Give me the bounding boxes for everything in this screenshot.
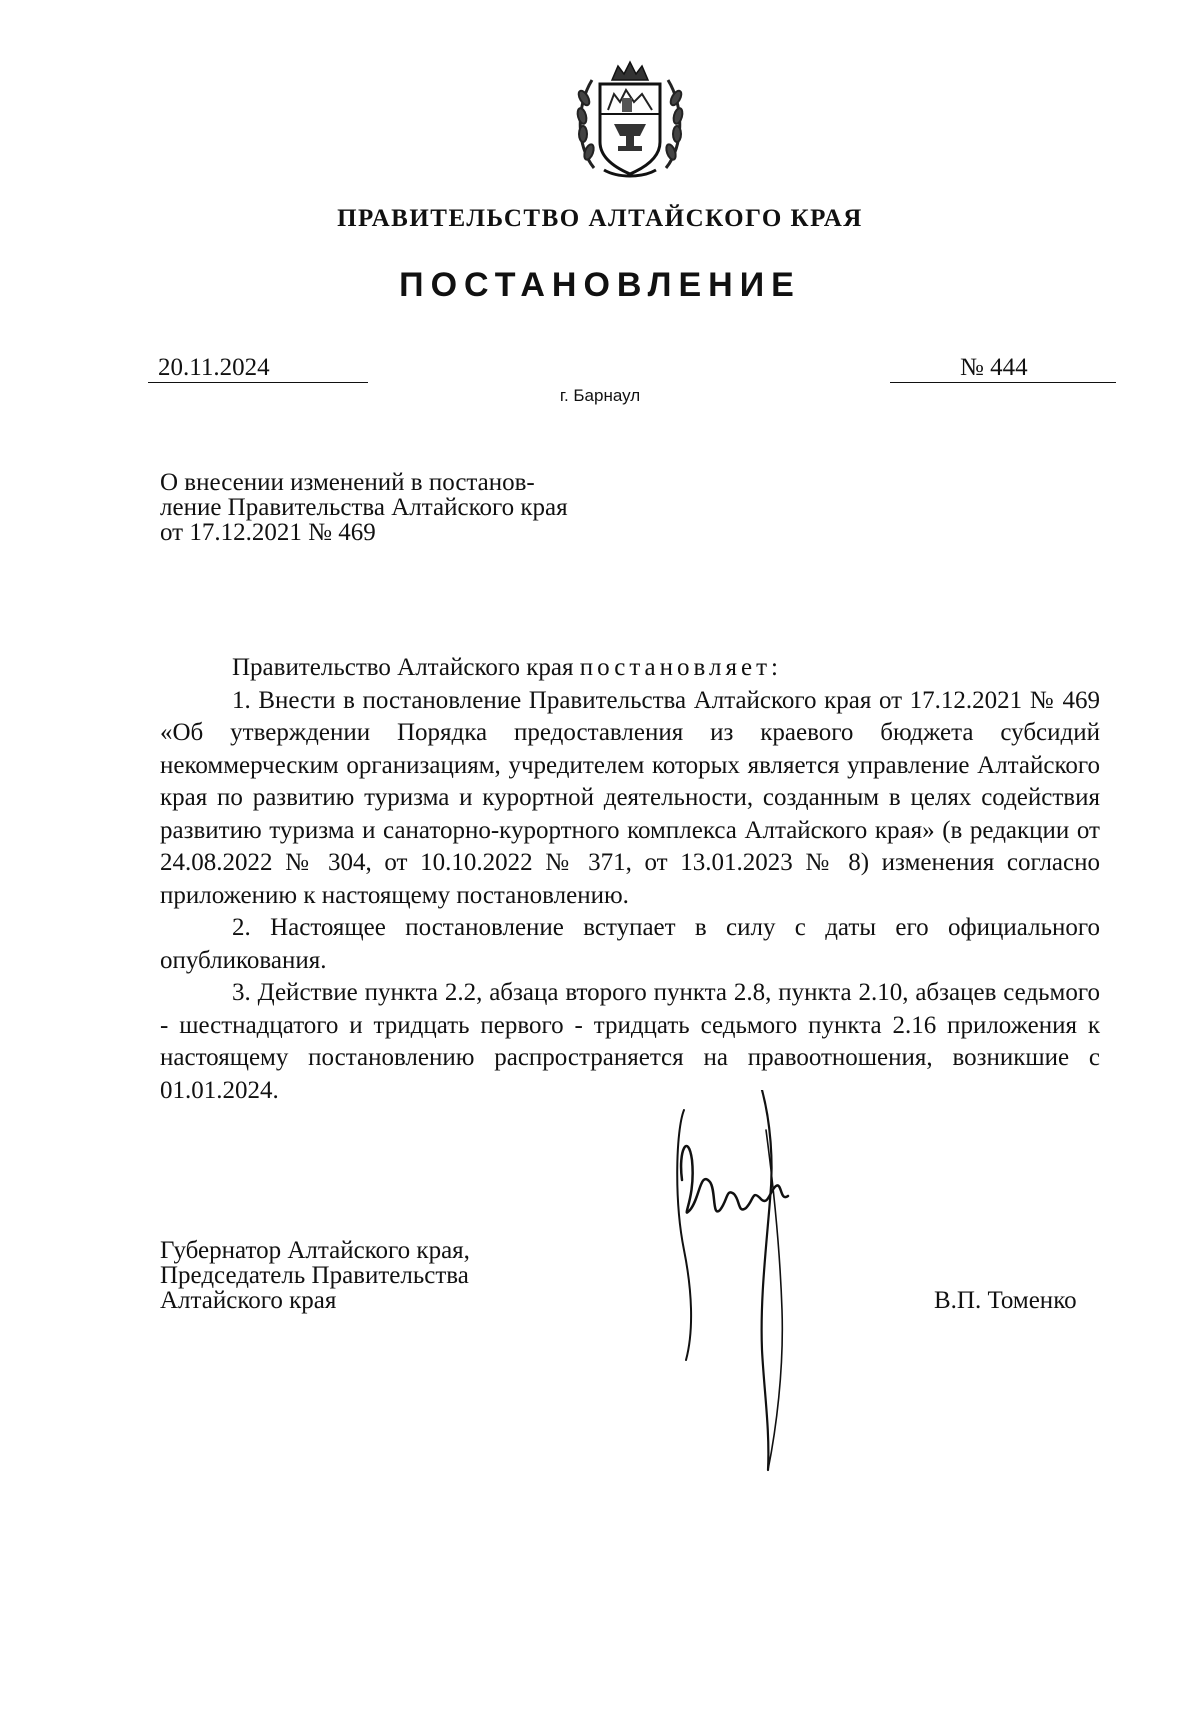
handwritten-signature bbox=[670, 1090, 850, 1480]
coat-of-arms-icon bbox=[574, 58, 686, 186]
document-body bbox=[160, 652, 1100, 1107]
paragraph-3: 3. Действие пункта 2.2, абзаца второго пункта 2.8, пункта 2.10, абзацев седьмого - шестнадцатого и тридцать первого - тридцать седьмого пункта 2.16 приложения к настоящему постановлению распространяется на правоотношения, возникшие с 01.01.2024. bbox=[160, 979, 1100, 1104]
document-number-value: № 444 bbox=[960, 354, 1028, 381]
preamble-spaced-text: постановляет: bbox=[579, 654, 782, 681]
paragraph-2: 2. Настоящее постановление вступает в силу с даты его официального опубликования. bbox=[160, 914, 1100, 974]
document-date bbox=[148, 354, 368, 383]
signer-title-line: Алтайского края bbox=[160, 1287, 337, 1314]
document-city: г. Барнаул bbox=[559, 386, 641, 405]
paragraph-1: 1. Внести в постановление Правительства Алтайского края от 17.12.2021 № 469 «Об утверждении Порядка предоставления из краевого бюджета субсидий некоммерческим организациям, учредителем которых является управление Алтайского края по развитию туризма и курортной деятельности, созданным в целях содействия развитию туризма и санаторно-курортного комплекса Алтайского края» (в редакции от 24.08.2022 № 304, от 10.10.2022 № 371, от 13.01.2023 № 8) изменения согласно приложению к настоящему постановлению. bbox=[160, 686, 1100, 909]
signer-title-line: Губернатор Алтайского края, bbox=[160, 1237, 470, 1264]
organization-title: ПРАВИТЕЛЬСТВО АЛТАЙСКОГО КРАЯ bbox=[337, 205, 863, 232]
signer-title bbox=[160, 1238, 580, 1313]
signer-name: В.П. Томенко bbox=[934, 1287, 1077, 1314]
document-date-value: 20.11.2024 bbox=[158, 354, 270, 381]
subject-line: от 17.12.2021 № 469 bbox=[160, 519, 376, 546]
document-type-title: ПОСТАНОВЛЕНИЕ bbox=[399, 266, 801, 304]
signer-title-line: Председатель Правительства bbox=[160, 1262, 469, 1289]
document-subject bbox=[160, 470, 630, 545]
subject-line: ление Правительства Алтайского края bbox=[160, 494, 568, 521]
document-number bbox=[890, 354, 1116, 383]
subject-line: О внесении изменений в постанов- bbox=[160, 469, 535, 496]
preamble-text: Правительство Алтайского края bbox=[232, 654, 574, 681]
preamble bbox=[160, 652, 1100, 685]
